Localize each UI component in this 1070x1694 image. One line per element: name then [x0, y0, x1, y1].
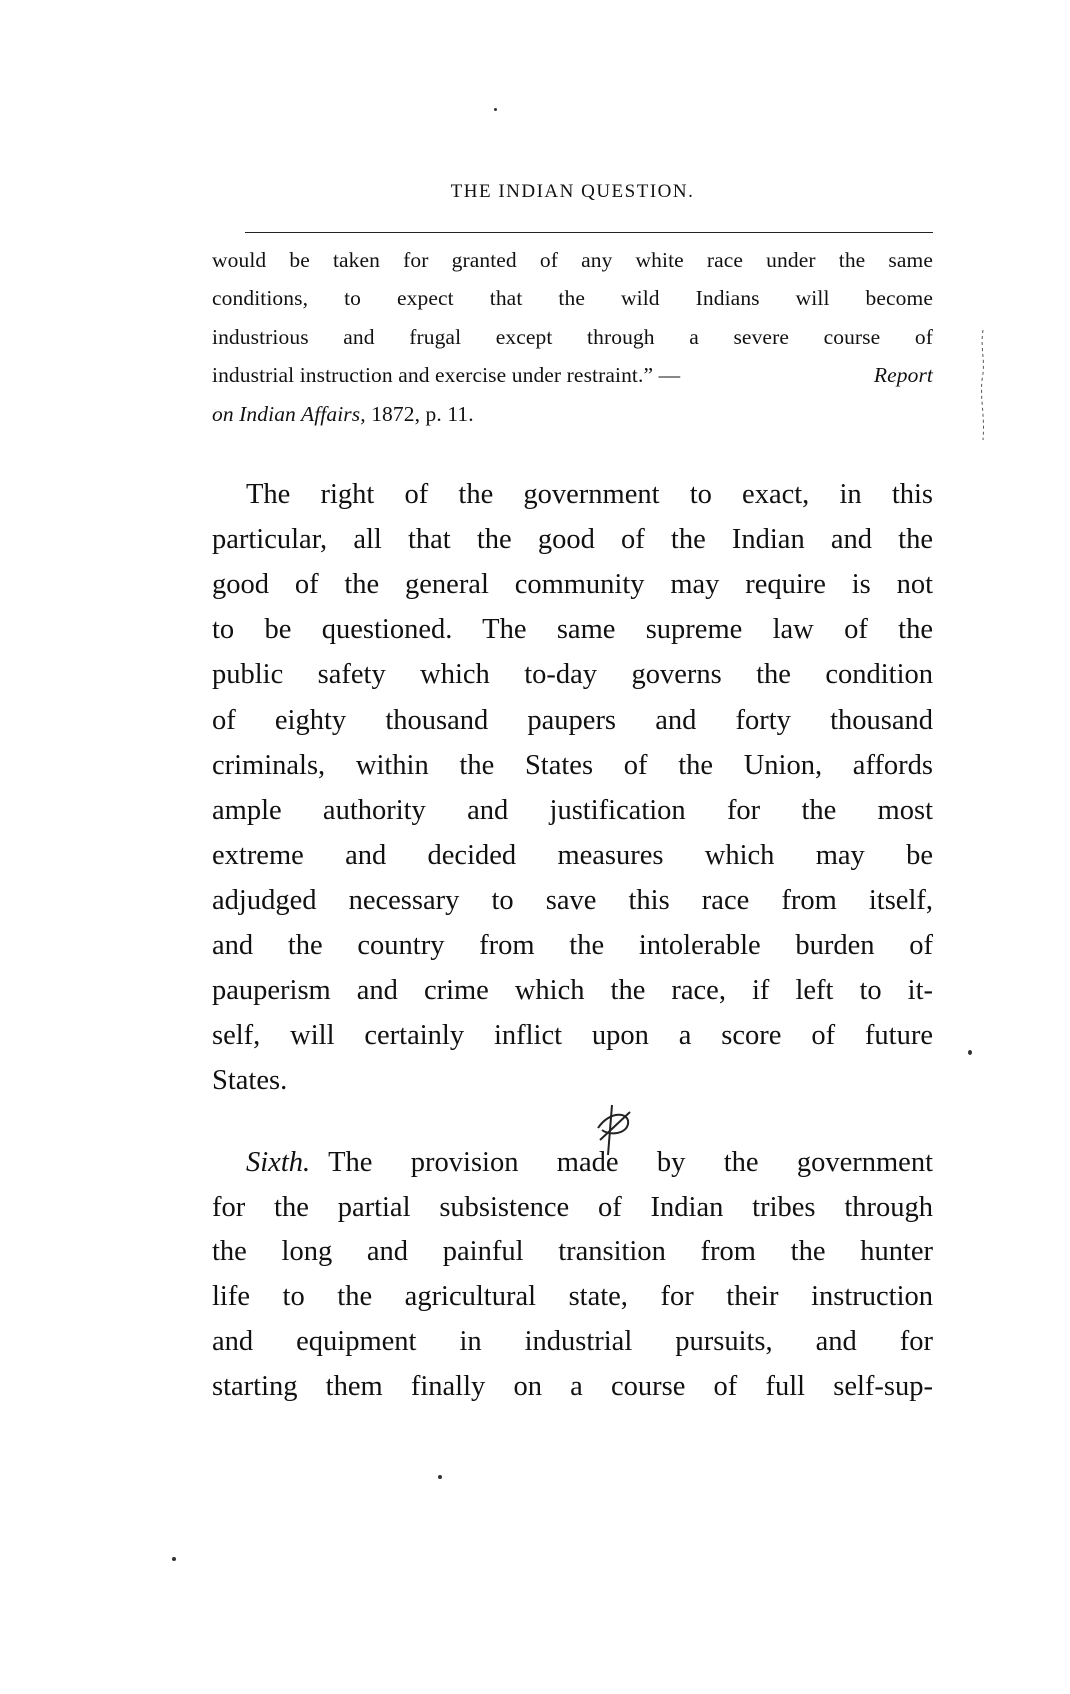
quote-line: industrious and frugal except through a severe course of — [212, 325, 933, 349]
paragraph-line: for the partial subsistence of Indian tribes through — [212, 1191, 933, 1223]
section-lead: Sixth. — [246, 1147, 311, 1178]
quote-line: would be taken for granted of any white race under the same — [212, 248, 933, 272]
paragraph-line: good of the general community may require is not — [212, 569, 933, 601]
paragraph-line: of eighty thousand paupers and forty thousand — [212, 704, 933, 736]
paragraph-line: adjudged necessary to save this race from itself, — [212, 884, 933, 916]
running-head: THE INDIAN QUESTION. — [450, 181, 695, 202]
paragraph-text: The provision made by the government — [328, 1147, 933, 1178]
paragraph-line: ample authority and justification for the most — [212, 794, 933, 826]
citation-title: on Indian Affairs, — [212, 402, 366, 426]
paragraph-line: The right of the government to exact, in this — [246, 479, 933, 510]
paragraph-line: pauperism and crime which the race, if left to it- — [212, 975, 933, 1007]
paragraph-line: criminals, within the States of the Union, affords — [212, 749, 933, 781]
speck — [172, 1557, 176, 1561]
paragraph-line: starting them finally on a course of full self-sup- — [212, 1370, 933, 1402]
page-edge-mark — [978, 330, 988, 440]
paragraph-line: life to the agricultural state, for their instruction — [212, 1281, 933, 1313]
quote-line — [212, 363, 933, 388]
paragraph-line: self, will certainly inflict upon a score of future — [212, 1020, 933, 1052]
paragraph-line: the long and painful transition from the hunter — [212, 1236, 933, 1268]
speck — [438, 1475, 442, 1479]
paragraph-line: and equipment in industrial pursuits, and for — [212, 1325, 933, 1357]
paragraph-line: States. — [212, 1065, 288, 1097]
paragraph-line: public safety which to-day governs the condition — [212, 659, 933, 691]
paragraph-line: particular, all that the good of the Indian and the — [212, 524, 933, 556]
paragraph-line: to be questioned. The same supreme law of the — [212, 614, 933, 646]
quote-text: industrial instruction and exercise under restraint.” — — [212, 363, 681, 387]
speck — [968, 1050, 972, 1055]
paragraph-line: and the country from the intolerable burden of — [212, 930, 933, 961]
header-rule — [245, 232, 933, 233]
citation-year-page: 1872, p. 11. — [365, 402, 474, 426]
quote-line — [212, 402, 933, 427]
handwritten-mark — [590, 1100, 640, 1160]
citation-report: Report — [873, 363, 933, 387]
paragraph-line: extreme and decided measures which may be — [212, 839, 933, 871]
speck — [494, 108, 497, 111]
quote-line: conditions, to expect that the wild Indians will become — [212, 286, 933, 310]
